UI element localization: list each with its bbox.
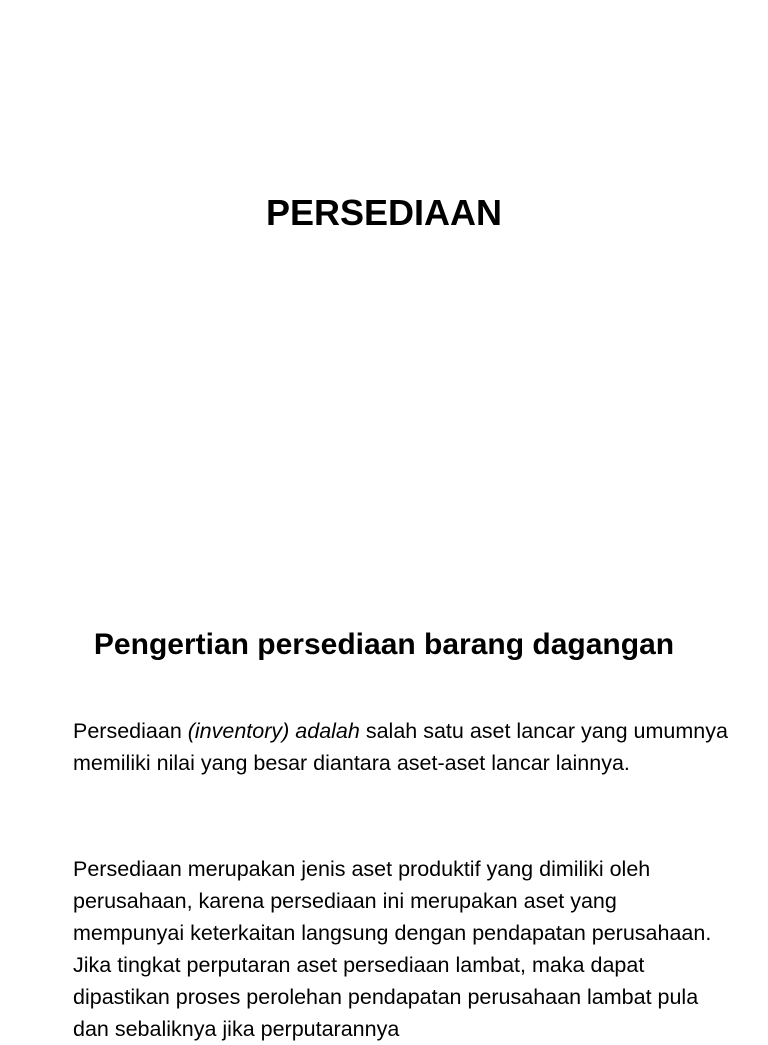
section-heading: Pengertian persediaan barang dagangan [93, 628, 675, 661]
paragraph-suffix: salah satu aset lancar yang umumnya memiliki nilai yang besar diantara aset-aset lancar lainnya. [73, 719, 728, 775]
explanation-paragraph: Persediaan merupakan jenis aset produktif yang dimiliki oleh perusahaan, karena persediaan ini merupakan aset yang mempunyai keterkaitan langsung dengan pendapatan perusahaan. Jika tingkat perputaran aset persediaan lambat, maka dapat dipastikan proses perolehan pendapatan perusahaan lambat pula dan sebaliknya jika perputarannya [73, 857, 712, 1041]
paragraph-prefix: Persediaan [73, 719, 188, 743]
paragraph-italic-term: (inventory) adalah [187, 719, 360, 743]
definition-paragraph [73, 715, 733, 779]
slide-title: PERSEDIAAN [265, 192, 503, 233]
